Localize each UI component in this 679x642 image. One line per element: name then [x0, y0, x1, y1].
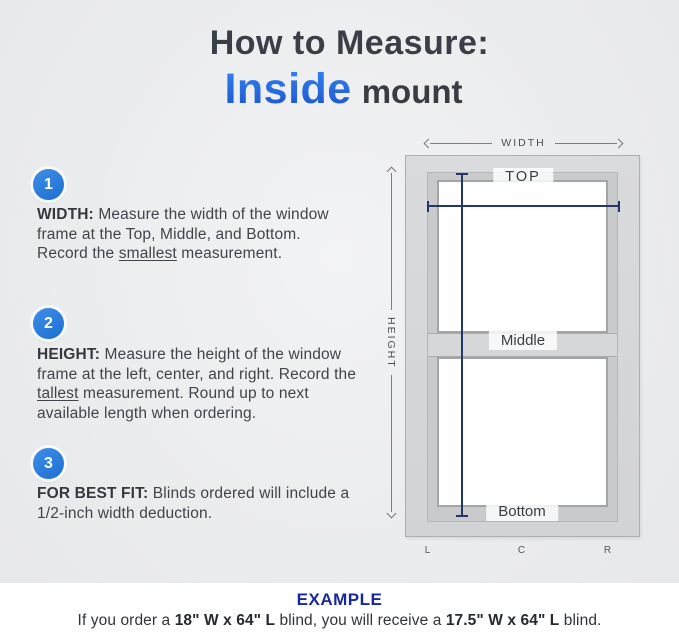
- example-part-1: If you order a: [77, 612, 175, 629]
- step-2-underlined-word: tallest: [37, 385, 79, 402]
- width-measure-line: [427, 205, 620, 207]
- middle-position-label: Middle: [489, 331, 557, 350]
- arrow-down-icon: [386, 509, 396, 519]
- width-dimension-arrow: [425, 137, 622, 149]
- title-line-2: [0, 65, 679, 114]
- example-section: [0, 583, 679, 642]
- arrow-line: [555, 143, 617, 144]
- step-2-number-badge: [33, 308, 64, 339]
- arrow-line: [430, 143, 492, 144]
- step-2-text-after: measurement. Round up to next available length when ordering.: [37, 385, 309, 422]
- arrow-left-icon: [424, 138, 434, 148]
- step-1-instructions: [37, 205, 342, 264]
- height-dimension-label: HEIGHT: [385, 316, 397, 369]
- arrow-right-icon: [614, 138, 624, 148]
- bottom-position-label: Bottom: [486, 502, 558, 521]
- step-1-underlined-word: smallest: [118, 245, 177, 262]
- step-1-number-badge: [33, 169, 64, 200]
- arrow-up-icon: [386, 167, 396, 177]
- window-measurement-diagram: [380, 132, 660, 577]
- arrow-line: [391, 375, 392, 512]
- example-sentence: [0, 612, 679, 630]
- arrow-line: [391, 173, 392, 310]
- example-received-size: 17.5" W x 64" L: [445, 612, 560, 629]
- step-3-heading: FOR BEST FIT:: [37, 485, 149, 502]
- title-mount-word: mount: [361, 73, 463, 110]
- step-2-number: 2: [44, 314, 53, 332]
- step-3-number-badge: [33, 448, 64, 479]
- example-heading: EXAMPLE: [296, 590, 383, 609]
- step-1-text-after: measurement.: [176, 245, 283, 262]
- page-title: [0, 24, 679, 114]
- height-measure-line: [461, 173, 463, 517]
- example-part-3: blind.: [559, 612, 602, 629]
- step-1-heading: WIDTH:: [37, 206, 94, 223]
- step-2-text-before: Measure the height of the window frame at the left, center, and right. Record the: [37, 346, 357, 383]
- title-line-1: How to Measure:: [209, 24, 490, 62]
- example-part-2: blind, you will receive a: [275, 612, 446, 629]
- center-mark-label: C: [517, 545, 527, 556]
- step-1-number: 1: [44, 175, 53, 193]
- step-3-instructions: [37, 484, 379, 523]
- example-ordered-size: 18" W x 64" L: [174, 612, 276, 629]
- step-2-heading: HEIGHT:: [37, 346, 101, 363]
- height-dimension-arrow: [385, 168, 397, 517]
- title-mount-type: Inside: [224, 65, 352, 113]
- left-mark-label: L: [424, 545, 432, 556]
- right-mark-label: R: [603, 545, 613, 556]
- step-3-text-before: Blinds ordered will include a 1/2-inch width deduction.: [37, 485, 350, 522]
- top-position-label: TOP: [493, 168, 553, 186]
- step-3-number: 3: [44, 454, 53, 472]
- width-dimension-label: WIDTH: [501, 137, 546, 149]
- step-2-instructions: [37, 345, 357, 423]
- step-1-text-before: Measure the width of the window frame at the Top, Middle, and Bottom. Record the: [37, 206, 329, 262]
